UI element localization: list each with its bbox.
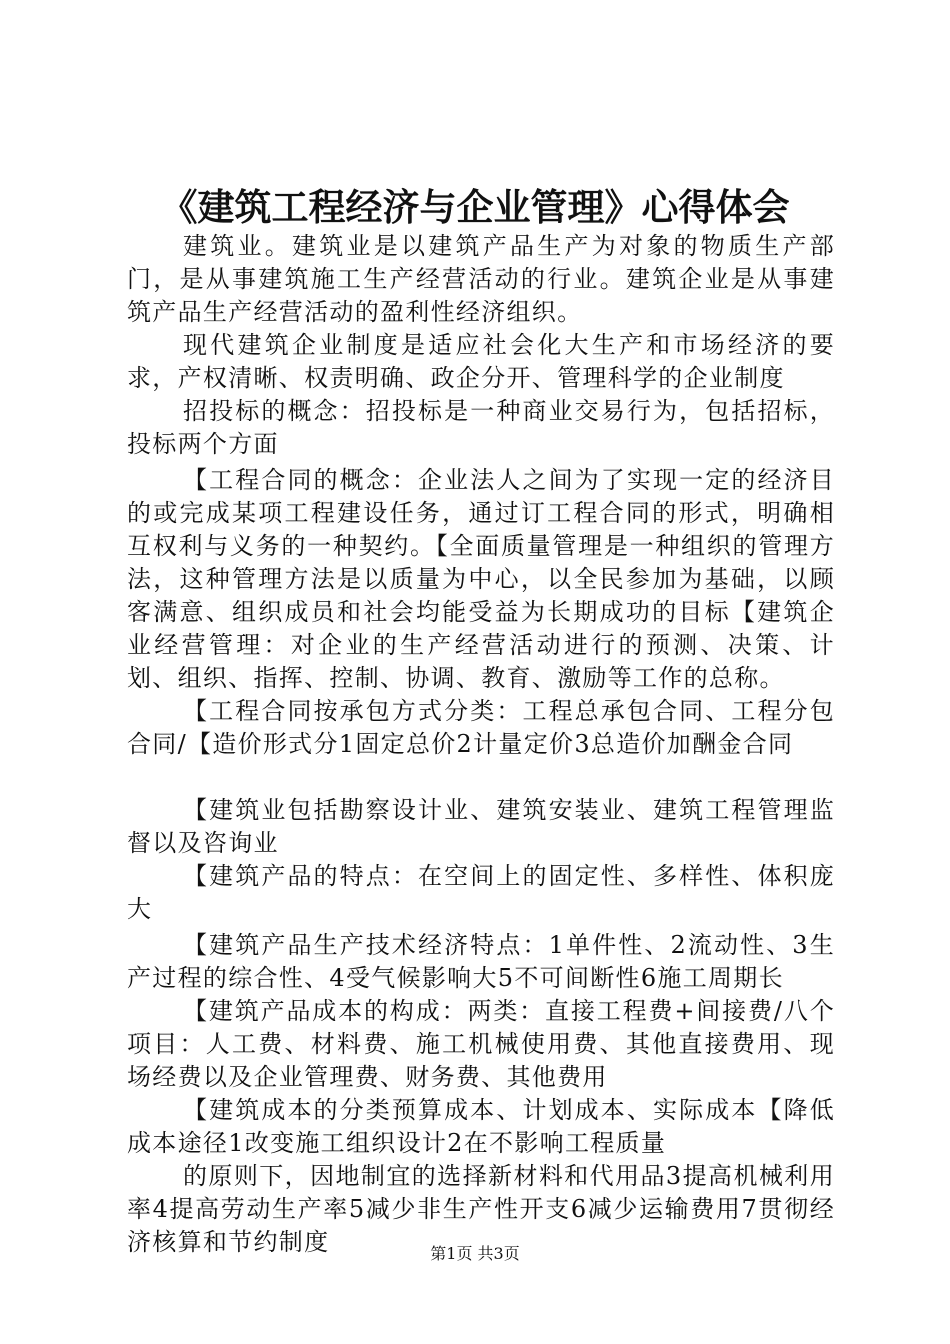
page-number-footer: 第1页 共3页 <box>430 1244 520 1263</box>
paragraph-10: 【建筑成本的分类预算成本、计划成本、实际成本【降低成本途径1改变施工组织设计2在不影响工程质量 <box>127 1096 835 1157</box>
paragraph-11: 的原则下，因地制宜的选择新材料和代用品3提高机械利用率4提高劳动生产率5减少非生产性开支6减少运输费用7贯彻经济核算和节约制度 <box>127 1162 835 1256</box>
document-title: 《建筑工程经济与企业管理》心得体会 <box>160 186 790 229</box>
paragraph-8: 【建筑产品生产技术经济特点：1单件性、2流动性、3生产过程的综合性、4受气候影响大5不可间断性6施工周期长 <box>127 931 835 992</box>
blank-line <box>127 761 835 794</box>
paragraph-7: 【建筑产品的特点：在空间上的固定性、多样性、体积庞大 <box>127 862 835 923</box>
paragraph-2: 现代建筑企业制度是适应社会化大生产和市场经济的要求，产权清晰、权责明确、政企分开、管理科学的企业制度 <box>127 331 835 392</box>
paragraph-4: 【工程合同的概念：企业法人之间为了实现一定的经济目的或完成某项工程建设任务，通过订工程合同的形式，明确相互权利与义务的一种契约。【全面质量管理是一种组织的管理方法，这种管理方法是以质量为中心，以全民参加为基础，以顾客满意、组织成员和社会均能受益为长期成功的目标【建筑企业经营管理：对企业的生产经营活动进行的预测、决策、计划、组织、指挥、控制、协调、教育、激励等工作的总称。 <box>127 466 835 692</box>
paragraph-9: 【建筑产品成本的构成：两类：直接工程费+间接费/八个项目：人工费、材料费、施工机械使用费、其他直接费用、现场经费以及企业管理费、财务费、其他费用 <box>127 997 835 1091</box>
document-body <box>127 230 835 1259</box>
paragraph-5: 【工程合同按承包方式分类：工程总承包合同、工程分包合同/【造价形式分1固定总价2计量定价3总造价加酬金合同 <box>127 697 835 758</box>
paragraph-1: 建筑业。建筑业是以建筑产品生产为对象的物质生产部门，是从事建筑施工生产经营活动的行业。建筑企业是从事建筑产品生产经营活动的盈利性经济组织。 <box>127 232 835 326</box>
paragraph-3: 招投标的概念：招投标是一种商业交易行为，包括招标，投标两个方面 <box>127 397 835 458</box>
paragraph-6: 【建筑业包括勘察设计业、建筑安装业、建筑工程管理监督以及咨询业 <box>127 796 835 857</box>
